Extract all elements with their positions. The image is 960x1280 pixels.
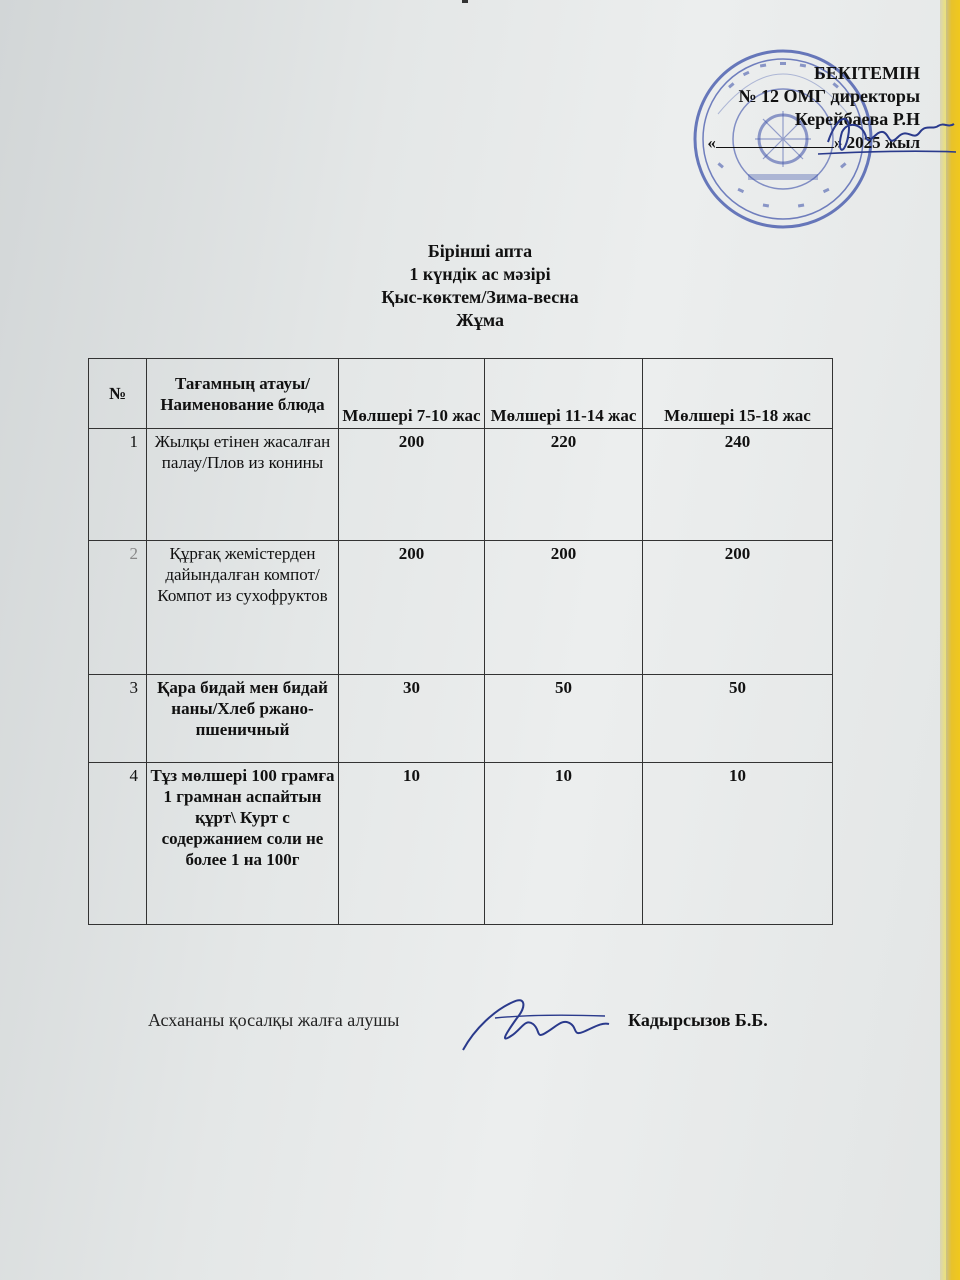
header-age-7-10: Мөлшері 7-10 жас bbox=[339, 359, 485, 429]
footer-person: Кадырсызов Б.Б. bbox=[628, 1010, 768, 1030]
row-num: 4 bbox=[89, 763, 147, 925]
row-value-15-18: 50 bbox=[643, 675, 833, 763]
footer-role: Асхананы қосалқы жалға алушы bbox=[148, 1010, 400, 1030]
menu-heading: 1 күндік ас мәзірі bbox=[409, 264, 551, 284]
row-value-11-14: 50 bbox=[485, 675, 643, 763]
row-value-15-18: 10 bbox=[643, 763, 833, 925]
row-value-11-14: 220 bbox=[485, 429, 643, 541]
week-heading: Бірінші апта bbox=[427, 241, 533, 261]
header-age-11-14: Мөлшері 11-14 жас bbox=[485, 359, 643, 429]
day-heading: Жұма bbox=[456, 310, 504, 330]
table-row bbox=[89, 541, 833, 675]
table-header-row bbox=[89, 359, 833, 429]
row-value-7-10: 200 bbox=[339, 429, 485, 541]
top-mark bbox=[462, 0, 468, 3]
row-value-7-10: 30 bbox=[339, 675, 485, 763]
row-num: 1 bbox=[89, 429, 147, 541]
row-dish-name: Тұз мөлшері 100 грамға 1 грамнан аспайтын құрт\ Курт с содержанием соли не более 1 на 100г bbox=[147, 763, 339, 925]
tenant-signature-icon bbox=[455, 988, 615, 1068]
row-num: 3 bbox=[89, 675, 147, 763]
menu-headings bbox=[300, 240, 660, 332]
yellow-frame-edge bbox=[946, 0, 960, 1280]
row-value-11-14: 10 bbox=[485, 763, 643, 925]
season-heading: Қыс-көктем/Зима-весна bbox=[381, 287, 579, 307]
approval-position: № 12 ОМГ директоры bbox=[738, 86, 920, 106]
row-value-7-10: 200 bbox=[339, 541, 485, 675]
row-dish-name: Құрғақ жемістерден дайындалған компот/Компот из сухофруктов bbox=[147, 541, 339, 675]
header-num: № bbox=[89, 359, 147, 429]
row-num: 2 bbox=[89, 541, 147, 675]
table-row bbox=[89, 429, 833, 541]
approval-date: « » 2025 жыл bbox=[707, 133, 920, 152]
table-row bbox=[89, 763, 833, 925]
row-value-7-10: 10 bbox=[339, 763, 485, 925]
approval-title: БЕКІТЕМІН bbox=[814, 63, 920, 83]
header-name: Тағамның атауы/ Наименование блюда bbox=[147, 359, 339, 429]
table-row bbox=[89, 675, 833, 763]
header-age-15-18: Мөлшері 15-18 жас bbox=[643, 359, 833, 429]
row-value-11-14: 200 bbox=[485, 541, 643, 675]
approval-director-name: Керейбаева Р.Н bbox=[794, 109, 920, 129]
row-dish-name: Жылқы етінен жасалған палау/Плов из конины bbox=[147, 429, 339, 541]
row-dish-name: Қара бидай мен бидай наны/Хлеб ржано-пшеничный bbox=[147, 675, 339, 763]
menu-table bbox=[88, 358, 833, 925]
row-value-15-18: 240 bbox=[643, 429, 833, 541]
row-value-15-18: 200 bbox=[643, 541, 833, 675]
director-signature-icon bbox=[808, 102, 958, 172]
